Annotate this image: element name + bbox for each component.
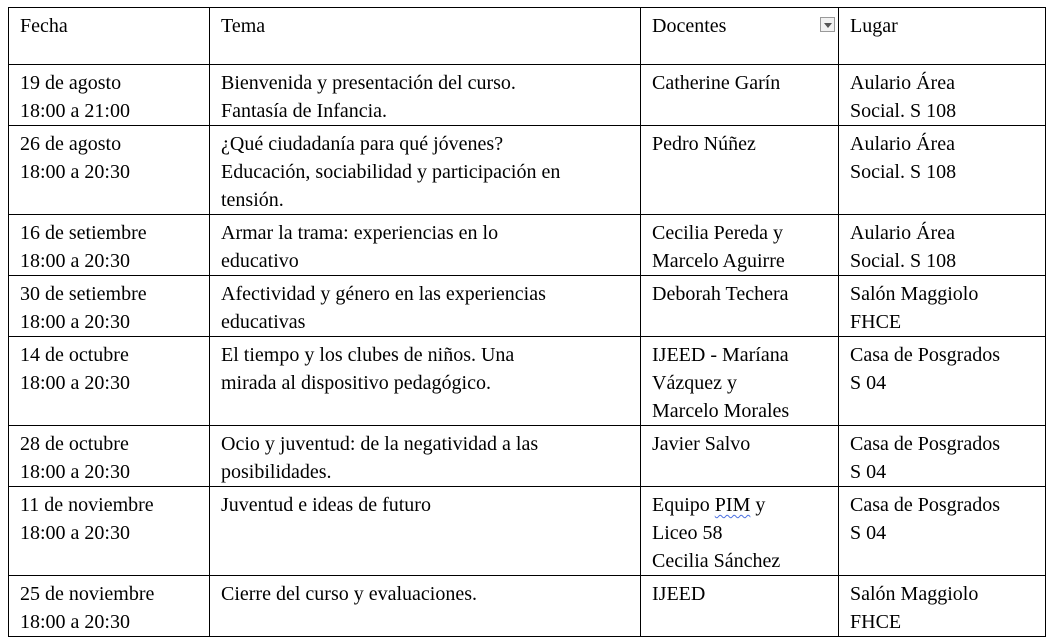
time-text: 18:00 a 21:00 bbox=[20, 100, 130, 122]
topic-cell: Juventud e ideas de futuro bbox=[210, 487, 641, 576]
topic-cell: Armar la trama: experiencias en lo educativo bbox=[210, 215, 641, 276]
table-row bbox=[9, 126, 1046, 215]
dropdown-arrow-icon[interactable] bbox=[820, 17, 835, 32]
table-row bbox=[9, 337, 1046, 426]
date-cell bbox=[9, 276, 210, 337]
topic-cell: Cierre del curso y evaluaciones. bbox=[210, 576, 641, 637]
date-cell bbox=[9, 426, 210, 487]
time-text: 18:00 a 20:30 bbox=[20, 522, 130, 544]
schedule-table bbox=[8, 7, 1046, 637]
teachers-cell: IJEED - Maríana Vázquez y Marcelo Morales bbox=[641, 337, 839, 426]
header-fecha: Fecha bbox=[9, 8, 210, 65]
table-row bbox=[9, 576, 1046, 637]
place-cell: Casa de Posgrados S 04 bbox=[839, 487, 1046, 576]
topic-cell: Afectividad y género en las experiencias educativas bbox=[210, 276, 641, 337]
time-text: 18:00 a 20:30 bbox=[20, 611, 130, 633]
date-cell bbox=[9, 126, 210, 215]
table-row bbox=[9, 215, 1046, 276]
date-text: 26 de agosto bbox=[20, 133, 122, 155]
date-text: 14 de octubre bbox=[20, 344, 129, 366]
header-lugar: Lugar bbox=[839, 8, 1046, 65]
header-row bbox=[9, 8, 1046, 65]
place-cell: Casa de Posgrados S 04 bbox=[839, 337, 1046, 426]
topic-cell: El tiempo y los clubes de niños. Una mirada al dispositivo pedagógico. bbox=[210, 337, 641, 426]
place-cell: Aulario Área Social. S 108 bbox=[839, 215, 1046, 276]
date-text: 25 de noviembre bbox=[20, 583, 155, 605]
table-row bbox=[9, 65, 1046, 126]
date-cell bbox=[9, 65, 210, 126]
teachers-cell: Cecilia Pereda y Marcelo Aguirre bbox=[641, 215, 839, 276]
teachers-cell: Deborah Techera bbox=[641, 276, 839, 337]
time-text: 18:00 a 20:30 bbox=[20, 311, 130, 333]
date-text: 28 de octubre bbox=[20, 433, 129, 455]
time-text: 18:00 a 20:30 bbox=[20, 250, 130, 272]
place-cell: Salón Maggiolo FHCE bbox=[839, 576, 1046, 637]
teachers-cell: Javier Salvo bbox=[641, 426, 839, 487]
place-cell: Casa de Posgrados S 04 bbox=[839, 426, 1046, 487]
teachers-cell: IJEED bbox=[641, 576, 839, 637]
place-cell: Aulario Área Social. S 108 bbox=[839, 126, 1046, 215]
date-text: 19 de agosto bbox=[20, 72, 122, 94]
time-text: 18:00 a 20:30 bbox=[20, 161, 130, 183]
date-cell bbox=[9, 576, 210, 637]
header-docentes: Docentes bbox=[641, 8, 839, 65]
date-text: 16 de setiembre bbox=[20, 222, 147, 244]
topic-cell: ¿Qué ciudadanía para qué jóvenes? Educación, sociabilidad y participación en tensión. bbox=[210, 126, 641, 215]
time-text: 18:00 a 20:30 bbox=[20, 372, 130, 394]
header-tema: Tema bbox=[210, 8, 641, 65]
table-row bbox=[9, 426, 1046, 487]
place-cell: Salón Maggiolo FHCE bbox=[839, 276, 1046, 337]
date-cell bbox=[9, 487, 210, 576]
table-row bbox=[9, 276, 1046, 337]
topic-cell: Ocio y juventud: de la negatividad a las posibilidades. bbox=[210, 426, 641, 487]
time-text: 18:00 a 20:30 bbox=[20, 461, 130, 483]
topic-cell: Bienvenida y presentación del curso. Fantasía de Infancia. bbox=[210, 65, 641, 126]
date-text: 30 de setiembre bbox=[20, 283, 147, 305]
place-cell: Aulario Área Social. S 108 bbox=[839, 65, 1046, 126]
date-cell bbox=[9, 337, 210, 426]
teachers-cell: Equipo PIM y Liceo 58 Cecilia Sánchez bbox=[641, 487, 839, 576]
date-text: 11 de noviembre bbox=[20, 494, 154, 516]
spellcheck-underline-word[interactable]: PIM bbox=[714, 494, 751, 516]
date-cell bbox=[9, 215, 210, 276]
teachers-cell: Pedro Núñez bbox=[641, 126, 839, 215]
teachers-cell: Catherine Garín bbox=[641, 65, 839, 126]
table-row bbox=[9, 487, 1046, 576]
